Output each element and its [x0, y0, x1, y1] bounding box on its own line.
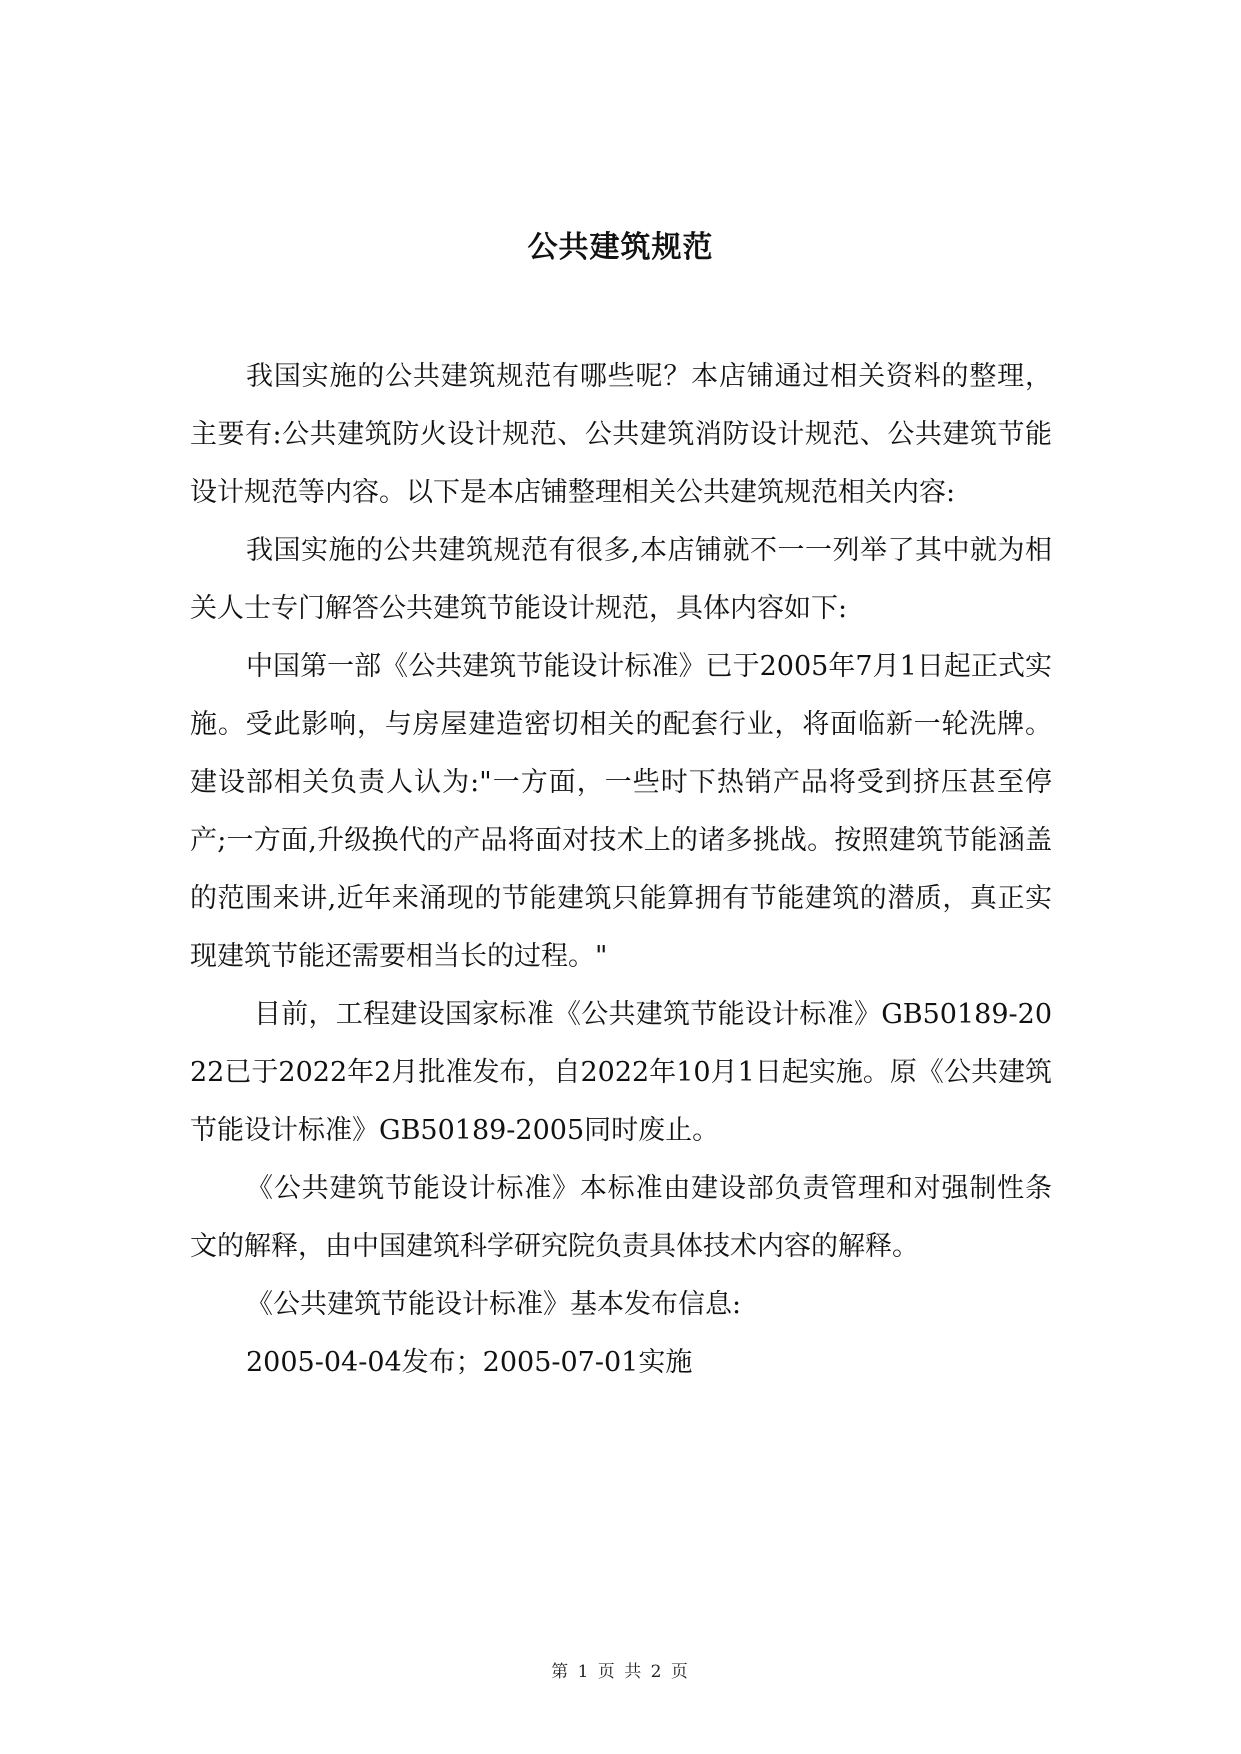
document-body: [190, 348, 1052, 1392]
paragraph-release-dates: 2005-04-04发布；2005-07-01实施: [246, 1347, 693, 1378]
paragraph-release-info-heading: 《公共建筑节能设计标准》基本发布信息:: [246, 1289, 742, 1320]
paragraph-first-standard: 中国第一部《公共建筑节能设计标准》已于2005年7月1日起正式实施。受此影响，与房屋建造密切相关的配套行业，将面临新一轮洗牌。 建设部相关负责人认为:"一方面，一些时下热销产品将受到挤压甚至停产;一方面,升级换代的产品将面对技术上的诸多挑战。按照建筑节能涵盖的范围来讲,近年来涌现的节能建筑只能算拥有节能建筑的潜质，真正实现建筑节能还需要相当长的过程。": [190, 651, 1052, 972]
paragraph-overview: 我国实施的公共建筑规范有很多,本店铺就不一一列举了其中就为相关人士专门解答公共建筑节能设计规范，具体内容如下:: [190, 535, 1052, 624]
paragraph-current-standard: 目前，工程建设国家标准《公共建筑节能设计标准》GB50189-2022已于2022年2月批准发布，自2022年10月1日起实施。原《公共建筑节能设计标准》GB50189-2005同时废止。: [190, 999, 1052, 1146]
paragraph-management: 《公共建筑节能设计标准》本标准由建设部负责管理和对强制性条文的解释，由中国建筑科学研究院负责具体技术内容的解释。: [190, 1173, 1052, 1262]
paragraph-intro: 我国实施的公共建筑规范有哪些呢？本店铺通过相关资料的整理，主要有:公共建筑防火设计规范、公共建筑消防设计规范、公共建筑节能设计规范等内容。以下是本店铺整理相关公共建筑规范相关内容:: [190, 361, 1052, 508]
page-number: 第 1 页 共 2 页: [551, 1662, 690, 1682]
document-title: 公共建筑规范: [527, 230, 714, 265]
